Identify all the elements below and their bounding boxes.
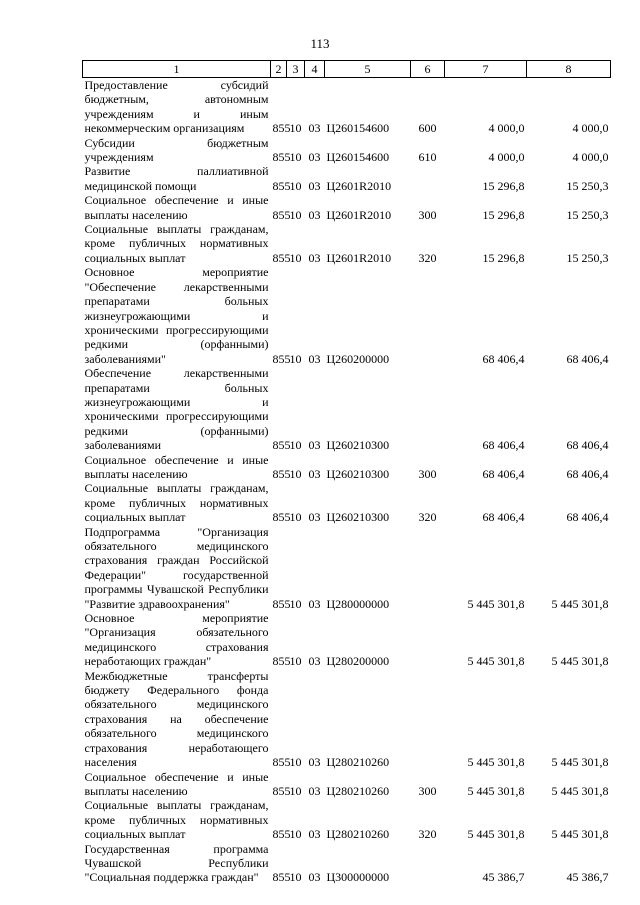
row-ministry-code: 855 [272,178,291,193]
row-name: Социальные выплаты гражданам, кроме публичных нормативных социальных выплат [84,222,269,265]
row-expense-type [411,842,445,885]
row-ministry-code: 855 [272,654,291,669]
row-name: Субсидии бюджетным учреждениям [84,135,269,165]
row-subsection-code: 03 [308,438,321,453]
table-row [83,669,611,770]
row-section-code: 10 [289,438,302,453]
row-amount-year2: 4 000,0 [572,121,609,136]
row-name: Развитие паллиативной медицинской помощи [84,164,269,193]
row-name: Подпрограмма "Организация обязательного медицинского страхования граждан Российской Федерации" государственной программы Чувашской Республики "Развитие здравоохранения" [84,524,269,611]
row-expense-type [411,164,445,193]
row-section-code: 10 [289,351,302,366]
row-amount-year2: 5 445 301,8 [551,596,609,611]
row-expense-type: 610 [418,150,437,165]
row-ministry-code: 855 [272,510,291,525]
header-col-2: 2 [271,61,287,78]
row-target-article: Ц280200000 [326,654,390,669]
table-row [83,842,611,885]
row-ministry-code: 855 [272,755,291,770]
row-name: Социальные выплаты гражданам, кроме публичных нормативных социальных выплат [84,798,269,842]
row-ministry-code: 855 [272,783,291,798]
row-ministry-code: 855 [272,466,291,481]
row-amount-year1: 15 296,8 [482,207,525,222]
row-amount-year1: 4 000,0 [488,150,525,165]
row-subsection-code: 03 [308,121,321,136]
row-subsection-code: 03 [308,150,321,165]
row-amount-year2: 5 445 301,8 [551,827,609,842]
row-section-code: 10 [289,150,302,165]
row-name: Государственная программа Чувашской Республики "Социальная поддержка граждан" [84,841,269,885]
row-target-article: Ц280210260 [326,755,390,770]
row-amount-year2: 4 000,0 [572,150,609,165]
table-row [83,481,611,524]
row-amount-year1: 68 406,4 [482,351,525,366]
table-row [83,770,611,799]
row-name: Социальное обеспечение и иные выплаты населению [84,769,269,798]
row-amount-year2: 15 250,3 [566,207,609,222]
row-expense-type: 300 [418,783,437,798]
row-ministry-code: 855 [272,870,291,885]
row-name: Основное мероприятие "Организация обязательного медицинского страхования неработающих граждан" [84,611,269,669]
row-target-article: Ц280000000 [326,596,390,611]
row-amount-year1: 5 445 301,8 [467,654,525,669]
row-amount-year1: 5 445 301,8 [467,783,525,798]
row-section-code: 10 [289,250,302,265]
row-subsection-code: 03 [308,654,321,669]
table-row [83,164,611,193]
row-expense-type: 300 [418,466,437,481]
row-expense-type [411,366,445,452]
table-row [83,78,611,136]
row-name: Обеспечение лекарственными препаратами больных жизнеугрожающими и хроническими прогрессирующими редкими (орфанными) заболеваниями [84,366,269,453]
row-subsection-code: 03 [308,351,321,366]
row-target-article: Ц2601R2010 [326,250,392,265]
row-ministry-code: 855 [272,207,291,222]
row-subsection-code: 03 [308,827,321,842]
row-amount-year1: 68 406,4 [482,466,525,481]
row-name: Предоставление субсидий бюджетным, автономным учреждениям и иным некоммерческим организациям [84,78,269,136]
table-row [83,798,611,841]
row-expense-type: 600 [418,121,437,136]
row-target-article: Ц300000000 [326,870,390,885]
row-section-code: 10 [289,178,302,193]
row-amount-year1: 15 296,8 [482,250,525,265]
table-row [83,222,611,265]
header-col-5: 5 [325,61,411,78]
table-row [83,265,611,366]
row-amount-year1: 45 386,7 [482,870,525,885]
row-section-code: 10 [289,510,302,525]
row-amount-year2: 68 406,4 [566,510,609,525]
table-row [83,366,611,452]
row-amount-year2: 5 445 301,8 [551,755,609,770]
row-ministry-code: 855 [272,438,291,453]
row-ministry-code: 855 [272,150,291,165]
row-target-article: Ц260210300 [326,510,390,525]
header-col-4: 4 [305,61,325,78]
row-section-code: 10 [289,783,302,798]
row-amount-year1: 68 406,4 [482,510,525,525]
header-col-3: 3 [287,61,305,78]
row-target-article: Ц260154600 [326,150,390,165]
row-section-code: 10 [289,207,302,222]
table-row [83,611,611,669]
row-section-code: 10 [289,466,302,481]
row-target-article: Ц260210300 [326,438,390,453]
row-name: Межбюджетные трансферты бюджету Федерального фонда обязательного медицинского страхования на обеспечение обязательного медицинского страхования неработающего населения [84,668,269,770]
header-col-8: 8 [527,61,611,78]
row-amount-year2: 45 386,7 [566,870,609,885]
row-expense-type [411,669,445,770]
row-ministry-code: 855 [272,351,291,366]
page-number: 113 [310,36,330,51]
row-expense-type [411,265,445,366]
row-target-article: Ц2601R2010 [326,178,392,193]
row-target-article: Ц260200000 [326,351,390,366]
row-amount-year2: 15 250,3 [566,178,609,193]
row-target-article: Ц280210260 [326,827,390,842]
row-amount-year1: 5 445 301,8 [467,596,525,611]
row-amount-year1: 4 000,0 [488,121,525,136]
row-amount-year1: 15 296,8 [482,178,525,193]
row-section-code: 10 [289,755,302,770]
row-amount-year2: 5 445 301,8 [551,783,609,798]
row-expense-type: 320 [418,510,437,525]
row-section-code: 10 [289,827,302,842]
row-expense-type [411,611,445,669]
row-amount-year2: 68 406,4 [566,438,609,453]
row-subsection-code: 03 [308,596,321,611]
table-row [83,136,611,165]
row-amount-year1: 5 445 301,8 [467,755,525,770]
row-section-code: 10 [289,654,302,669]
table-row [83,453,611,482]
row-ministry-code: 855 [272,596,291,611]
row-subsection-code: 03 [308,207,321,222]
row-subsection-code: 03 [308,755,321,770]
row-section-code: 10 [289,596,302,611]
row-name: Социальные выплаты гражданам, кроме публичных нормативных социальных выплат [84,481,269,525]
row-name: Основное мероприятие "Обеспечение лекарственными препаратами больных жизнеугрожающими и хроническими прогрессирующими редкими (орфанными) заболеваниями" [84,265,269,366]
row-ministry-code: 855 [272,827,291,842]
row-name: Социальное обеспечение и иные выплаты населению [84,452,269,481]
row-expense-type: 320 [418,827,437,842]
row-target-article: Ц2601R2010 [326,207,392,222]
row-amount-year2: 15 250,3 [566,250,609,265]
row-amount-year1: 5 445 301,8 [467,827,525,842]
row-amount-year2: 68 406,4 [566,466,609,481]
row-amount-year2: 5 445 301,8 [551,654,609,669]
row-section-code: 10 [289,121,302,136]
row-subsection-code: 03 [308,510,321,525]
header-col-1: 1 [83,61,271,78]
row-ministry-code: 855 [272,250,291,265]
table-row [83,193,611,222]
row-expense-type: 300 [418,207,437,222]
row-ministry-code: 855 [272,121,291,136]
row-subsection-code: 03 [308,466,321,481]
table-body [83,78,611,885]
row-amount-year2: 68 406,4 [566,351,609,366]
row-section-code: 10 [289,870,302,885]
row-subsection-code: 03 [308,870,321,885]
row-subsection-code: 03 [308,783,321,798]
row-expense-type [411,525,445,611]
header-col-7: 7 [445,61,527,78]
row-subsection-code: 03 [308,178,321,193]
row-name: Социальное обеспечение и иные выплаты населению [84,193,269,222]
table-row [83,525,611,611]
budget-table [82,60,611,885]
row-target-article: Ц280210260 [326,783,390,798]
row-target-article: Ц260154600 [326,121,390,136]
row-amount-year1: 68 406,4 [482,438,525,453]
row-target-article: Ц260210300 [326,466,390,481]
row-expense-type: 320 [418,250,437,265]
table-header [83,61,611,78]
row-subsection-code: 03 [308,250,321,265]
header-col-6: 6 [411,61,445,78]
